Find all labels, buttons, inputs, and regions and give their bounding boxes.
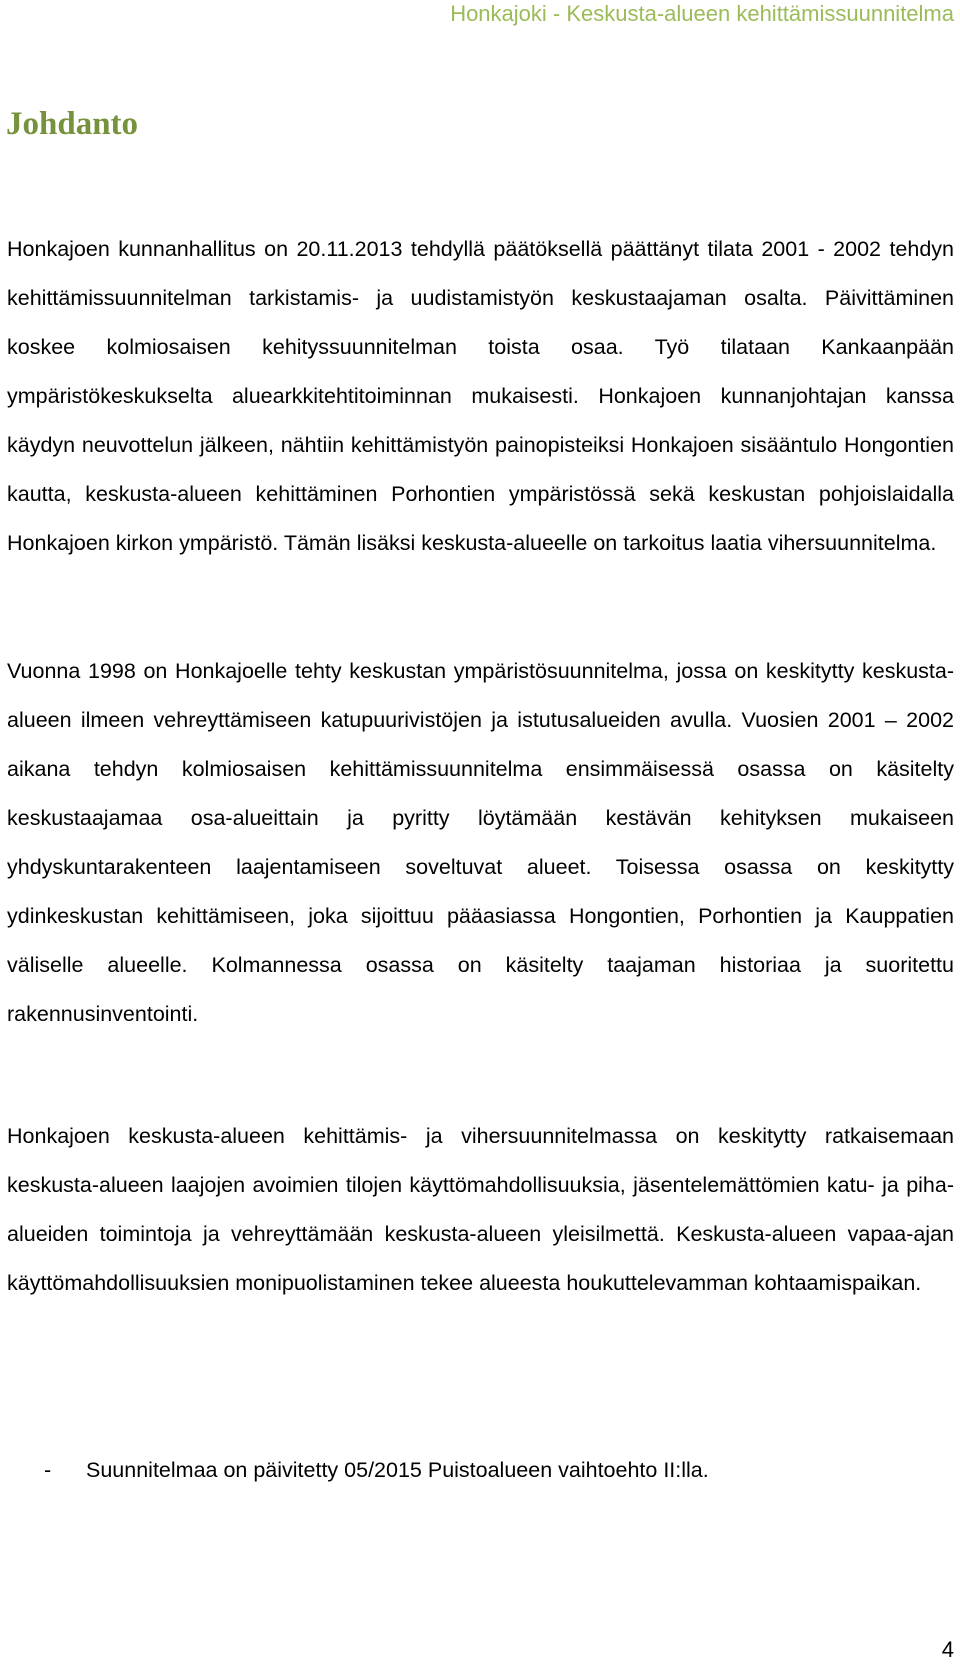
update-note-text: Suunnitelmaa on päivitetty 05/2015 Puistoalueen vaihtoehto II:lla. — [86, 1458, 709, 1482]
intro-paragraph-2: Vuonna 1998 on Honkajoelle tehty keskustan ympäristösuunnitelma, jossa on keskitytty keskusta-alueen ilmeen vehreyttämiseen katupuurivistöjen ja istutusalueiden avulla. Vuosien 2001 – 2002 aikana tehdyn kolmiosaisen kehittämissuunnitelma ensimmäisessä osassa on käsitelty keskustaajamaa osa-alueittain ja pyritty löytämään kestävän kehityksen mukaiseen yhdyskuntarakenteen laajentamiseen soveltuvat alueet. Toisessa osassa on keskitytty ydinkeskustan kehittämiseen, joka sijoittuu pääasiassa Hongontien, Porhontien ja Kauppatien väliselle alueelle. Kolmannessa osassa on käsitelty taajaman historiaa ja suoritettu rakennusinventointi. — [7, 659, 954, 1026]
update-note-list-item — [7, 1446, 709, 1495]
page-number: 4 — [941, 1637, 954, 1662]
section-heading: Johdanto — [6, 106, 139, 142]
bullet-marker: - — [44, 1458, 52, 1482]
running-header-title: Honkajoki - Keskusta-alueen kehittämissuunnitelma — [450, 1, 954, 26]
intro-paragraph-3: Honkajoen keskusta-alueen kehittämis- ja vihersuunnitelmassa on keskitytty ratkaisemaan keskusta-alueen laajojen avoimien tilojen käyttömahdollisuuksia, jäsentelemättömien katu- ja piha-alueiden toimintoja ja vehreyttämään keskusta-alueen yleisilmettä. Keskusta-alueen vapaa-ajan käyttömahdollisuuksien monipuolistaminen tekee alueesta houkuttelevamman kohtaamispaikan. — [7, 1124, 954, 1295]
intro-paragraph-1: Honkajoen kunnanhallitus on 20.11.2013 tehdyllä päätöksellä päättänyt tilata 2001 - 2002 tehdyn kehittämissuunnitelman tarkistamis- ja uudistamistyön keskustaajaman osalta. Päivittäminen koskee kolmiosaisen kehityssuunnitelman toista osaa. Työ tilataan Kankaanpään ympäristökeskukselta aluearkkitehtitoiminnan mukaisesti. Honkajoen kunnanjohtajan kanssa käydyn neuvottelun jälkeen, nähtiin kehittämistyön painopisteiksi Honkajoen sisääntulo Hongontien kautta, keskusta-alueen kehittäminen Porhontien ympäristössä sekä keskustan pohjoislaidalla Honkajoen kirkon ympäristö. Tämän lisäksi keskusta-alueelle on tarkoitus laatia vihersuunnitelma. — [7, 237, 954, 555]
